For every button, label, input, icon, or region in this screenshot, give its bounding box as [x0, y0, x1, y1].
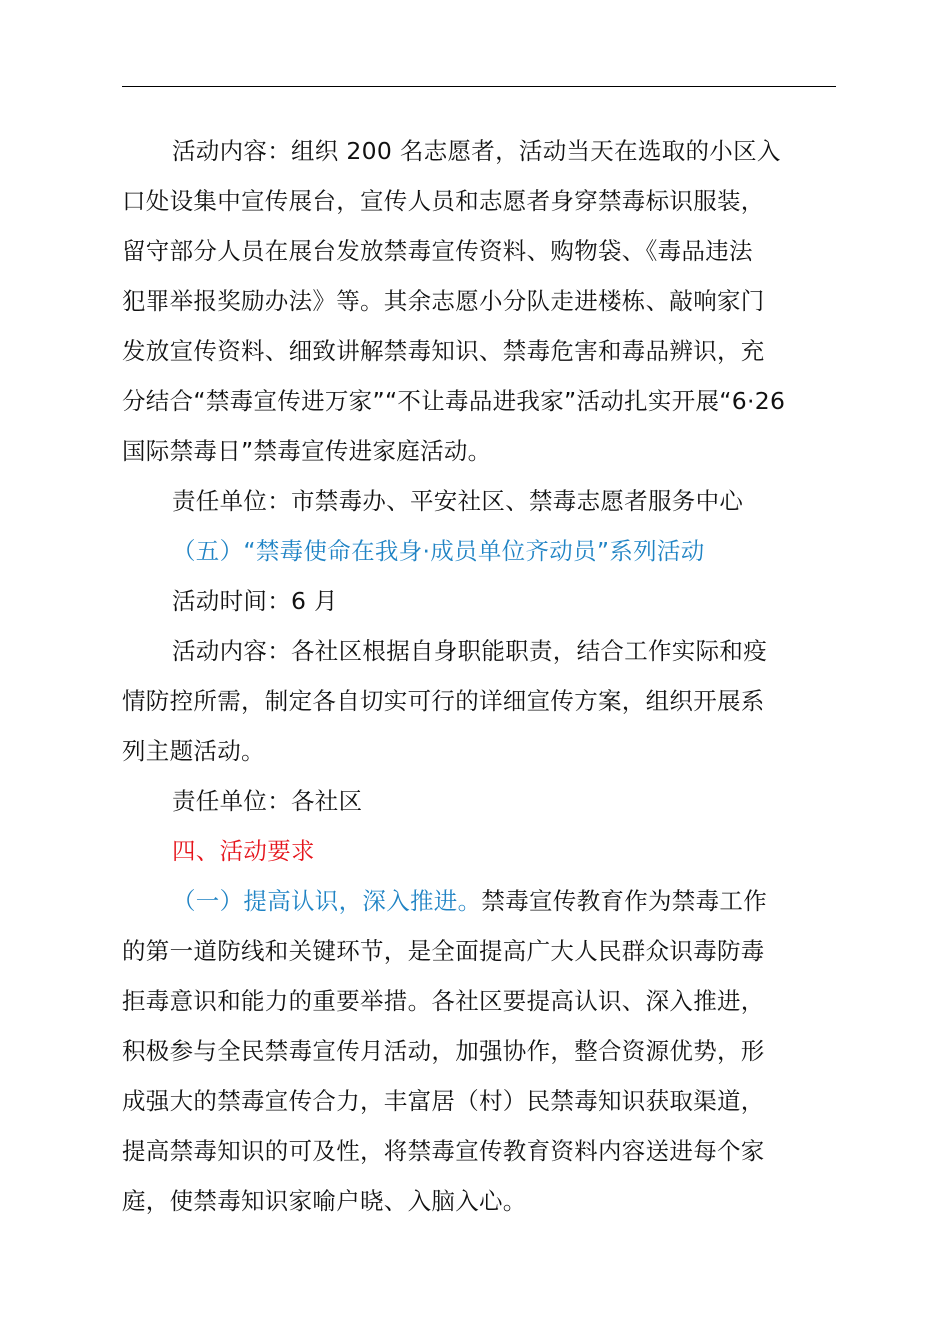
- text-line: [122, 876, 836, 926]
- paragraph-requirement-1: [122, 876, 836, 1226]
- text-line: 口处设集中宣传展台，宣传人员和志愿者身穿禁毒标识服装，: [122, 187, 765, 215]
- paragraph-activity-content-1: [122, 126, 836, 476]
- paragraph-responsible-unit-2: [122, 776, 836, 826]
- text-line: 责任单位：市禁毒办、平安社区、禁毒志愿者服务中心: [172, 487, 744, 515]
- paragraph-responsible-unit-1: [122, 476, 836, 526]
- text-line: 分结合“禁毒宣传进万家”“不让毒品进我家”活动扎实开展“6·26: [122, 387, 786, 415]
- text-line: 拒毒意识和能力的重要举措。各社区要提高认识、深入推进，: [122, 987, 765, 1015]
- header-rule: [122, 86, 836, 87]
- text-line: 活动内容：各社区根据自身职能职责，结合工作实际和疫: [172, 637, 767, 665]
- paragraph-activity-content-2: [122, 626, 836, 776]
- text-line: 发放宣传资料、细致讲解禁毒知识、禁毒危害和毒品辨识，充: [122, 337, 765, 365]
- text-line: 四、活动要求: [172, 837, 315, 865]
- inline-subheading: （一）提高认识，深入推进。: [172, 887, 482, 915]
- subheading-five: [122, 526, 836, 576]
- text-line: 情防控所需，制定各自切实可行的详细宣传方案，组织开展系: [122, 687, 765, 715]
- section-heading-four: [122, 826, 836, 876]
- document-body: [122, 126, 836, 1226]
- text-line: 积极参与全民禁毒宣传月活动，加强协作，整合资源优势，形: [122, 1037, 765, 1065]
- inline-text: 禁毒宣传教育作为禁毒工作: [481, 887, 768, 915]
- text-line: 成强大的禁毒宣传合力，丰富居（村）民禁毒知识获取渠道，: [122, 1087, 765, 1115]
- text-line: 庭，使禁毒知识家喻户晓、入脑入心。: [122, 1187, 527, 1215]
- text-line: 留守部分人员在展台发放禁毒宣传资料、购物袋、《毒品违法: [122, 237, 753, 265]
- text-line: 列主题活动。: [122, 737, 265, 765]
- text-line: 责任单位：各社区: [172, 787, 363, 815]
- paragraph-activity-time: [122, 576, 836, 626]
- text-line: 的第一道防线和关键环节，是全面提高广大人民群众识毒防毒: [122, 937, 765, 965]
- text-line: 活动时间：6 月: [172, 587, 338, 615]
- text-line: （五）“禁毒使命在我身·成员单位齐动员”系列活动: [172, 537, 705, 565]
- text-line: 犯罪举报奖励办法》等。其余志愿小分队走进楼栋、敲响家门: [122, 287, 765, 315]
- text-line: 提高禁毒知识的可及性，将禁毒宣传教育资料内容送进每个家: [122, 1137, 765, 1165]
- text-line: 国际禁毒日”禁毒宣传进家庭活动。: [122, 437, 492, 465]
- text-line: 活动内容：组织 200 名志愿者，活动当天在选取的小区入: [172, 137, 781, 165]
